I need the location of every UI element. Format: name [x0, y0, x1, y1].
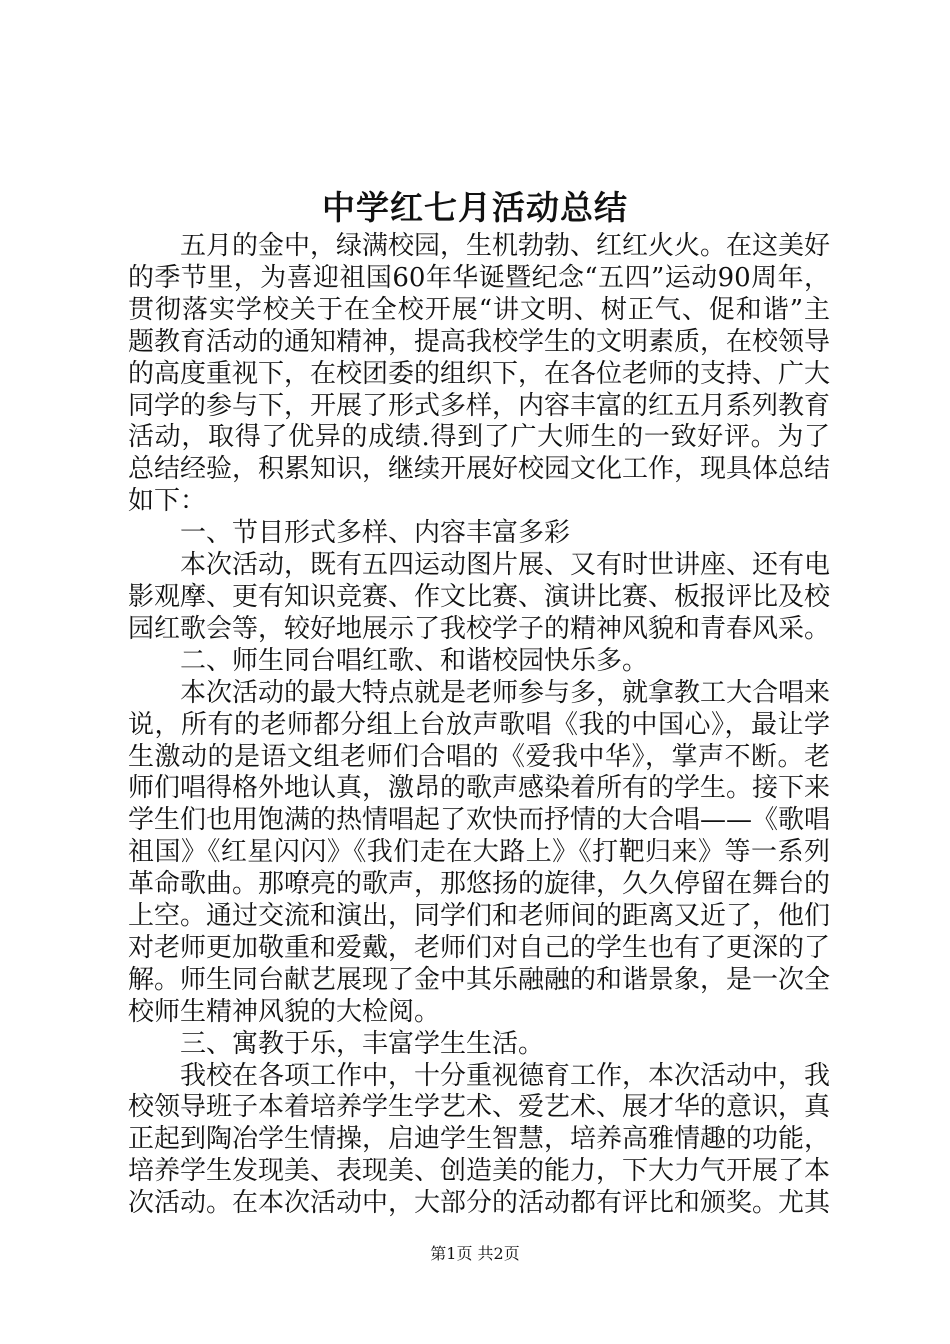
paragraph-section-1: 本次活动，既有五四运动图片展、又有时世讲座、还有电影观摩、更有知识竞赛、作文比赛、演讲比赛、板报评比及校园红歌会等，较好地展示了我校学子的精神风貌和青春风采。 [128, 550, 831, 644]
section-heading-2: 二、师生同台唱红歌、和谐校园快乐多。 [180, 645, 649, 676]
section-heading-1: 一、节目形式多样、内容丰富多彩 [180, 518, 571, 549]
paragraph-section-3: 我校在各项工作中，十分重视德育工作，本次活动中，我校领导班子本着培养学生学艺术、爱艺术、展才华的意识，真正起到陶冶学生情操，启迪学生智慧，培养高雅情趣的功能，培养学生发现美、表现美、创造美的能力，下大力气开展了本次活动。在本次活动中，大部分的活动都有评比和颁奖。尤其 [128, 1060, 831, 1219]
document-title: 中学红七月活动总结 [322, 188, 628, 227]
page-footer: 第1页 共2页 [430, 1244, 520, 1263]
paragraph-section-2: 本次活动的最大特点就是老师参与多，就拿教工大合唱来说，所有的老师都分组上台放声歌唱《我的中国心》，最让学生激动的是语文组老师们合唱的《爱我中华》，掌声不断。老师们唱得格外地认真，激昂的歌声感染着所有的学生。接下来学生们也用饱满的热情唱起了欢快而抒情的大合唱——《歌唱祖国》《红星闪闪》《我们走在大路上》《打靶归来》等一系列革命歌曲。那嘹亮的歌声，那悠扬的旋律，久久停留在舞台的上空。通过交流和演出，同学们和老师间的距离又近了，他们对老师更加敬重和爱戴，老师们对自己的学生也有了更深的了解。师生同台献艺展现了金中其乐融融的和谐景象，是一次全校师生精神风貌的大检阅。 [128, 677, 831, 1027]
paragraph-intro: 五月的金中，绿满校园，生机勃勃、红红火火。在这美好的季节里，为喜迎祖国60年华诞暨纪念“五四”运动90周年，贯彻落实学校关于在全校开展“讲文明、树正气、促和谐”主题教育活动的通知精神，提高我校学生的文明素质，在校领导的高度重视下，在校团委的组织下，在各位老师的支持、广大同学的参与下，开展了形式多样，内容丰富的红五月系列教育活动，取得了优异的成绩.得到了广大师生的一致好评。为了总结经验，积累知识，继续开展好校园文化工作，现具体总结如下： [128, 231, 831, 517]
section-heading-3: 三、寓教于乐，丰富学生生活。 [180, 1028, 545, 1059]
document-body [128, 231, 830, 1220]
